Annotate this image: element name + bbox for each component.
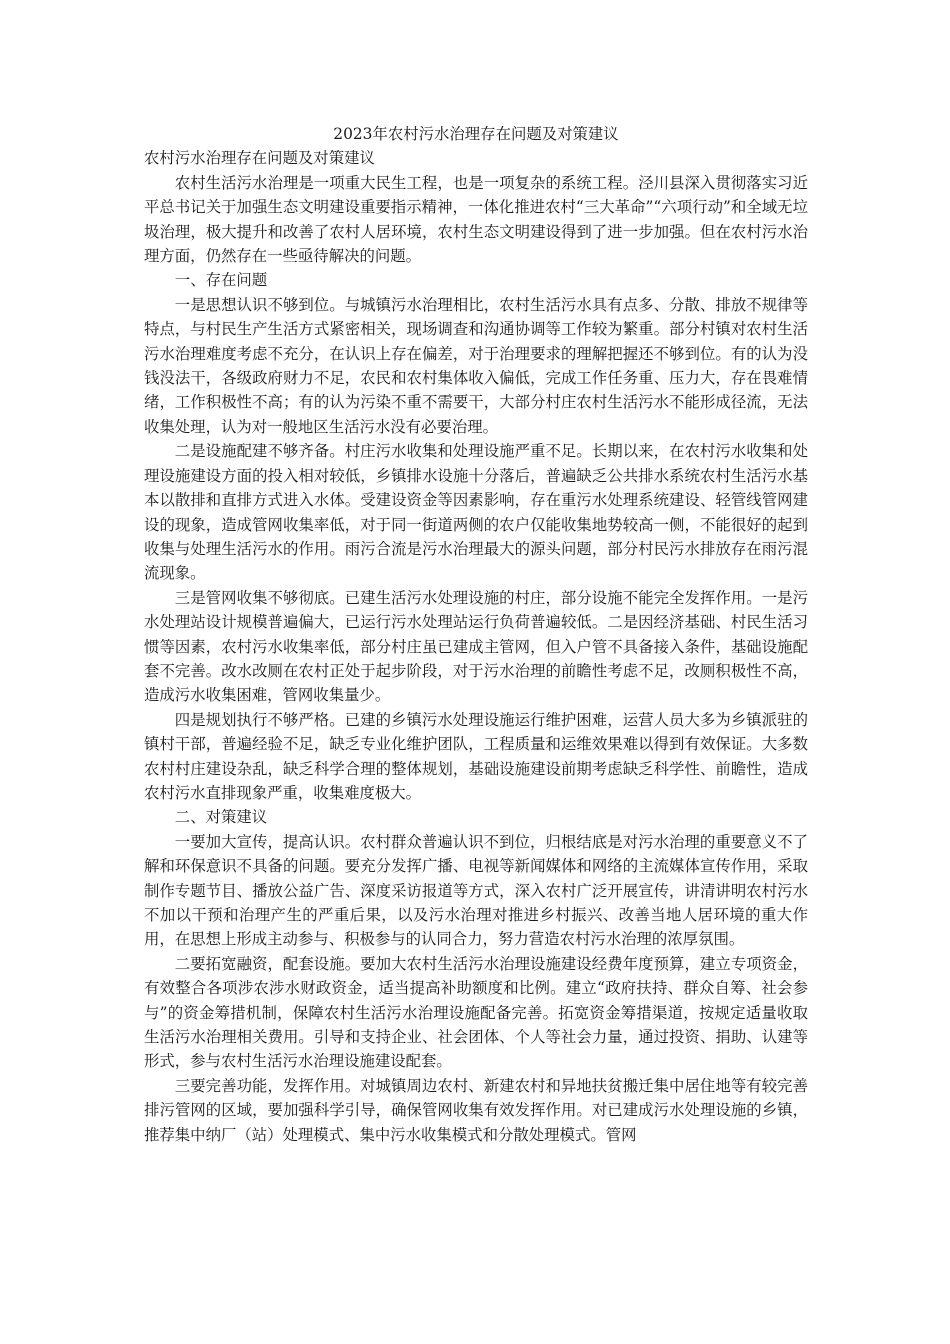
document-subtitle: 农村污水治理存在问题及对策建议: [144, 149, 375, 168]
document-body: [144, 122, 808, 1147]
intro-paragraph: 农村生活污水治理是一项重大民生工程，也是一项复杂的系统工程。泾川县深入贯彻落实习近平总书记关于加强生态文明建设重要指示精神，一体化推进农村“三大革命”“六项行动”和全域无垃圾治理，极大提升和改善了农村人居环境，农村生态文明建设得到了进一步加强。但在农村污水治理方面，仍然存在一些亟待解决的问题。: [144, 173, 808, 266]
problem-paragraph-3: 三是管网收集不够彻底。已建生活污水处理设施的村庄，部分设施不能完全发挥作用。一是污水处理站设计规模普遍偏大，已运行污水处理站运行负荷普遍较低。二是因经济基础、村民生活习惯等因素，农村污水收集率低，部分村庄虽已建成主管网，但入户管不具备接入条件，基础设施配套不完善。改水改厕在农村正处于起步阶段，对于污水治理的前瞻性考虑不足，改厕积极性不高，造成污水收集困难，管网收集量少。: [144, 588, 808, 705]
suggestion-paragraph-1: 一要加大宣传，提高认识。农村群众普遍认识不到位，归根结底是对污水治理的重要意义不了解和环保意识不具备的问题。要充分发挥广播、电视等新闻媒体和网络的主流媒体宣传作用，采取制作专题节目、播放公益广告、深度采访报道等方式，深入农村广泛开展宣传，讲清讲明农村污水不加以干预和治理产生的严重后果，以及污水治理对推进乡村振兴、改善当地人居环境的重大作用，在思想上形成主动参与、积极参与的认同合力，努力营造农村污水治理的浓厚氛围。: [144, 832, 808, 949]
section-heading-problems: 一、存在问题: [174, 271, 268, 290]
suggestion-paragraph-2: 二要拓宽融资，配套设施。要加大农村生活污水治理设施建设经费年度预算，建立专项资金，有效整合各项涉农涉水财政资金，适当提高补助额度和比例。建立“政府扶持、群众自筹、社会参与”的资金筹措机制，保障农村生活污水治理设施配备完善。拓宽资金筹措渠道，按规定适量收取生活污水治理相关费用。引导和支持企业、社会团体、个人等社会力量，通过投资、捐助、认建等形式，参与农村生活污水治理设施建设配套。: [144, 954, 808, 1071]
problem-paragraph-2: 二是设施配建不够齐备。村庄污水收集和处理设施严重不足。长期以来，在农村污水收集和处理设施建设方面的投入相对较低，乡镇排水设施十分落后，普遍缺乏公共排水系统农村生活污水基本以散排和直排方式进入水体。受建设资金等因素影响，存在重污水处理系统建设、轻管线管网建设的现象，造成管网收集率低，对于同一街道两侧的农户仅能收集地势较高一侧，不能很好的起到收集与处理生活污水的作用。雨污合流是污水治理最大的源头问题，部分村民污水排放存在雨污混流现象。: [144, 442, 808, 583]
section-heading-suggestions: 二、对策建议: [174, 808, 268, 827]
document-title: 2023年农村污水治理存在问题及对策建议: [333, 125, 619, 143]
suggestion-paragraph-3: 三要完善功能，发挥作用。对城镇周边农村、新建农村和异地扶贫搬迁集中居住地等有较完善排污管网的区域，要加强科学引导，确保管网收集有效发挥作用。对已建成污水处理设施的乡镇，推荐集中纳厂（站）处理模式、集中污水收集模式和分散处理模式。管网: [144, 1076, 808, 1144]
problem-paragraph-4: 四是规划执行不够严格。已建的乡镇污水处理设施运行维护困难，运营人员大多为乡镇派驻的镇村干部，普遍经验不足，缺乏专业化维护团队，工程质量和运维效果难以得到有效保证。大多数农村村庄建设杂乱，缺乏科学合理的整体规划，基础设施建设前期考虑缺乏科学性、前瞻性，造成农村污水直排现象严重，收集难度极大。: [144, 710, 808, 802]
problem-paragraph-1: 一是思想认识不够到位。与城镇污水治理相比，农村生活污水具有点多、分散、排放不规律等特点，与村民生产生活方式紧密相关，现场调查和沟通协调等工作较为繁重。部分村镇对农村生活污水治理难度考虑不充分，在认识上存在偏差，对于治理要求的理解把握还不够到位。有的认为没钱没法干，各级政府财力不足，农民和农村集体收入偏低，完成工作任务重、压力大，存在畏难情绪，工作积极性不高；有的认为污染不重不需要干，大部分村庄农村生活污水不能形成径流，无法收集处理，认为对一般地区生活污水没有必要治理。: [144, 295, 808, 436]
